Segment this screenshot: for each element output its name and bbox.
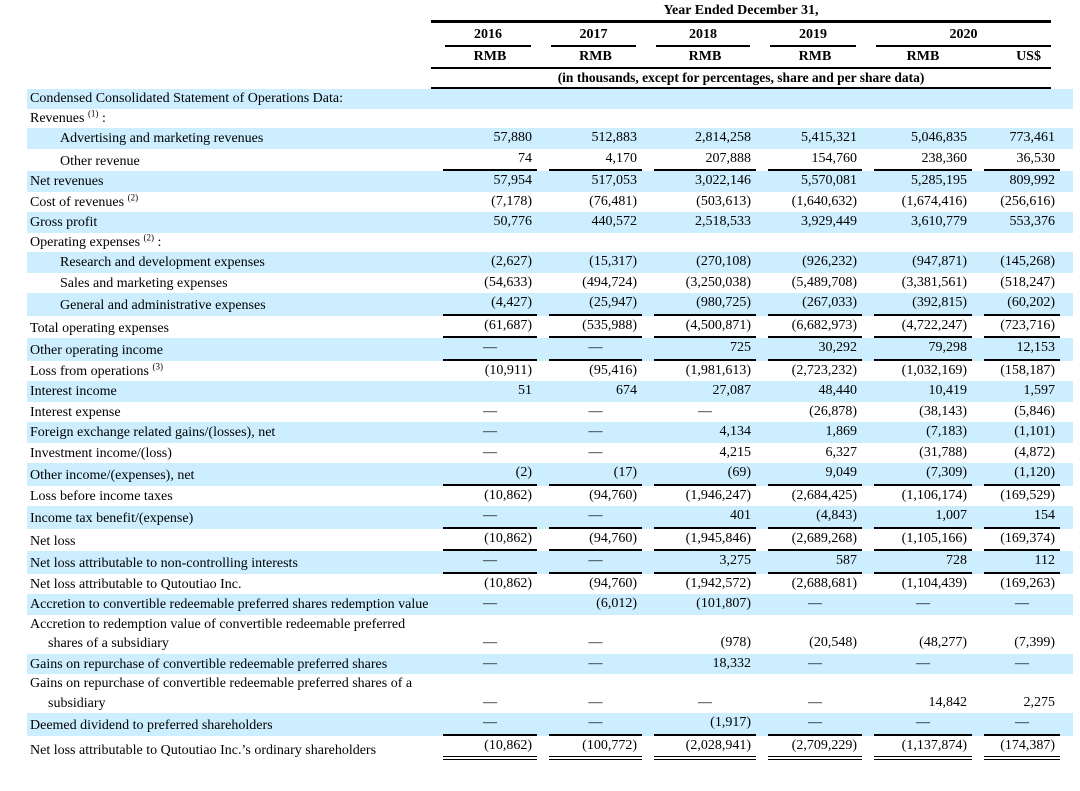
cell-value: — xyxy=(431,506,537,529)
cell-value: (1,945,846) xyxy=(642,529,756,552)
row-label: Research and development expenses xyxy=(27,252,431,273)
cell-value: — xyxy=(537,506,642,529)
cell-value: 3,610,779 xyxy=(862,212,972,233)
row-label: Loss from operations $^{(3)}$ xyxy=(30,360,163,379)
table-row xyxy=(27,338,1073,361)
cell-value: (10,862) xyxy=(431,529,537,552)
cell-value: — xyxy=(483,635,497,650)
cell-value: 57,880 xyxy=(431,128,537,149)
cell-value xyxy=(972,89,1073,109)
cell-value: (169,374) xyxy=(972,529,1073,552)
cell-value: (1,105,166) xyxy=(862,529,972,552)
table-row xyxy=(27,212,1073,233)
table-row xyxy=(27,171,1073,192)
cell-value: — xyxy=(537,551,642,574)
cell-value: (1,942,572) xyxy=(685,575,751,591)
cell-value: — xyxy=(431,654,537,675)
table-row xyxy=(27,149,1073,172)
cell-value: (38,143) xyxy=(919,403,967,419)
cell-value: (3,381,561) xyxy=(901,274,967,290)
cell-value: 36,530 xyxy=(972,149,1073,172)
table-row xyxy=(27,654,1073,675)
cell-value: (256,616) xyxy=(1000,193,1056,209)
row-label: Foreign exchange related gains/(losses), net xyxy=(27,422,431,443)
cell-value xyxy=(972,233,1073,253)
cell-value: — xyxy=(431,594,537,615)
cell-value: 440,572 xyxy=(537,212,642,233)
cell-value: (518,247) xyxy=(1000,274,1056,290)
header-currency-row xyxy=(27,47,1073,67)
cell-value: 6,327 xyxy=(825,444,857,460)
cell-value: — xyxy=(972,713,1073,736)
row-label: Deemed dividend to preferred shareholders xyxy=(27,713,431,736)
table-row xyxy=(27,674,1073,713)
cell-value: (1,120) xyxy=(972,463,1073,486)
cell-value xyxy=(537,89,642,109)
cell-value: (2,688,681) xyxy=(791,575,857,591)
cell-value: — xyxy=(588,694,603,710)
row-label: Gains on repurchase of convertible redeemable preferred shares of a subsidiary xyxy=(30,676,413,711)
cell-value: 587 xyxy=(756,551,862,574)
cell-value: (100,772) xyxy=(537,736,642,761)
table-row xyxy=(27,128,1073,149)
cell-value xyxy=(431,233,537,253)
cell-value: 112 xyxy=(972,551,1073,574)
cell-value xyxy=(642,89,756,109)
cell-value: (94,760) xyxy=(537,529,642,552)
table-row xyxy=(27,736,1073,761)
cell-value: 1,597 xyxy=(972,381,1073,402)
cell-value: 2,275 xyxy=(1023,694,1056,710)
table-row xyxy=(27,109,1073,129)
header-note-row xyxy=(27,67,1073,89)
cell-value: (145,268) xyxy=(972,252,1073,273)
cell-value: (31,788) xyxy=(919,444,967,460)
table-row xyxy=(27,551,1073,574)
cell-value: 773,461 xyxy=(972,128,1073,149)
cell-value: — xyxy=(698,403,712,419)
cell-value: (17) xyxy=(537,463,642,486)
table-row xyxy=(27,89,1073,109)
cell-value: — xyxy=(588,403,603,419)
cell-value xyxy=(972,109,1073,129)
cell-value: — xyxy=(431,713,537,736)
row-label: General and administrative expenses xyxy=(27,293,431,316)
cell-value: (2,627) xyxy=(431,252,537,273)
cell-value xyxy=(431,109,537,129)
cell-value: (4,872) xyxy=(1014,444,1056,460)
cell-value: 5,046,835 xyxy=(862,128,972,149)
table-row xyxy=(27,615,1073,654)
col-header-2016: 2016 xyxy=(445,25,531,47)
cell-value: 154,760 xyxy=(756,149,862,172)
cell-value: (2) xyxy=(431,463,537,486)
cell-value: (25,947) xyxy=(537,293,642,316)
cell-value: 48,440 xyxy=(756,381,862,402)
cell-value: (26,878) xyxy=(809,403,857,419)
row-label: Revenues $^{(1)}$ : xyxy=(30,107,106,126)
row-label: Gains on repurchase of convertible redeemable preferred shares xyxy=(27,654,431,675)
cell-value: (4,427) xyxy=(431,293,537,316)
cell-value: 27,087 xyxy=(642,381,756,402)
table-row xyxy=(27,486,1073,507)
cell-value: (1,106,174) xyxy=(901,487,967,503)
cell-value: (54,633) xyxy=(484,274,532,290)
cell-value: — xyxy=(698,694,712,710)
table-row xyxy=(27,192,1073,213)
cell-value: (1,101) xyxy=(972,422,1073,443)
cell-value: — xyxy=(756,713,862,736)
cell-value: 3,022,146 xyxy=(642,171,756,192)
cell-value: 1,007 xyxy=(862,506,972,529)
cell-value: 9,049 xyxy=(756,463,862,486)
cell-value: 3,275 xyxy=(642,551,756,574)
row-label: Interest income xyxy=(27,381,431,402)
cell-value: (10,862) xyxy=(484,575,532,591)
cell-value: 5,570,081 xyxy=(756,171,862,192)
cell-value: (2,684,425) xyxy=(791,487,857,503)
cell-value: 74 xyxy=(431,149,537,172)
col-header-2017: 2017 xyxy=(551,25,636,47)
cell-value: 5,415,321 xyxy=(756,128,862,149)
cell-value: (1,104,439) xyxy=(901,575,967,591)
row-label: Interest expense xyxy=(30,404,121,420)
row-label: Investment income/(loss) xyxy=(30,445,172,461)
table-row xyxy=(27,506,1073,529)
row-label: Net loss attributable to Qutoutiao Inc.’s ordinary shareholders xyxy=(30,742,377,758)
row-label: Condensed Consolidated Statement of Operations Data: xyxy=(27,89,431,109)
row-label: Net loss attributable to non-controlling interests xyxy=(27,551,431,574)
cell-value: — xyxy=(808,694,822,710)
cell-value: (6,682,973) xyxy=(756,316,862,339)
currency-header-rmb-2019: RMB xyxy=(798,49,832,64)
cell-value: 553,376 xyxy=(972,212,1073,233)
financial-table xyxy=(27,2,1073,760)
row-label: Net revenues xyxy=(27,171,431,192)
col-header-2020: 2020 xyxy=(876,25,1051,47)
cell-value xyxy=(537,109,642,129)
table-row xyxy=(27,463,1073,486)
cell-value: — xyxy=(483,403,497,419)
cell-value: (1,981,613) xyxy=(685,362,751,378)
cell-value: (10,862) xyxy=(484,487,532,503)
table-row xyxy=(27,381,1073,402)
cell-value: (7,178) xyxy=(491,193,532,209)
cell-value: 512,883 xyxy=(537,128,642,149)
cell-value: (15,317) xyxy=(537,252,642,273)
currency-header-usd-2020: US$ xyxy=(1016,49,1041,64)
row-label: Accretion to redemption value of convertible redeemable preferred shares of a subsidiary xyxy=(30,616,406,651)
table-row xyxy=(27,594,1073,615)
table-row xyxy=(27,574,1073,595)
cell-value: 401 xyxy=(642,506,756,529)
cell-value: (723,716) xyxy=(972,316,1073,339)
col-header-2019: 2019 xyxy=(770,25,856,47)
row-label: Cost of revenues $^{(2)}$ xyxy=(30,191,139,210)
cell-value: (7,309) xyxy=(862,463,972,486)
cell-value: (4,843) xyxy=(756,506,862,529)
units-note: (in thousands, except for percentages, share and per share data) xyxy=(431,67,1051,89)
cell-value: 725 xyxy=(642,338,756,361)
header-years-row xyxy=(27,23,1073,47)
cell-value xyxy=(756,109,862,129)
row-label: Accretion to convertible redeemable preferred shares redemption value xyxy=(27,594,431,615)
cell-value: (535,988) xyxy=(537,316,642,339)
cell-value: — xyxy=(588,444,603,460)
cell-value: (6,012) xyxy=(537,594,642,615)
table-row xyxy=(27,713,1073,736)
cell-value: 14,842 xyxy=(928,694,967,710)
cell-value: (2,709,229) xyxy=(756,736,862,761)
cell-value: (174,387) xyxy=(972,736,1073,761)
cell-value xyxy=(642,233,756,253)
cell-value: — xyxy=(862,594,972,615)
table-row xyxy=(27,233,1073,253)
table-row xyxy=(27,443,1073,464)
cell-value: 154 xyxy=(972,506,1073,529)
cell-value: (5,846) xyxy=(1014,403,1056,419)
label-column-header xyxy=(27,2,431,23)
row-label: Other income/(expenses), net xyxy=(27,463,431,486)
currency-header-rmb-2016: RMB xyxy=(473,49,507,64)
table-row xyxy=(27,273,1073,294)
table-row xyxy=(27,252,1073,273)
table-row xyxy=(27,529,1073,552)
cell-value: (980,725) xyxy=(642,293,756,316)
row-label: Income tax benefit/(expense) xyxy=(27,506,431,529)
cell-value: 207,888 xyxy=(642,149,756,172)
period-header: Year Ended December 31, xyxy=(431,2,1051,23)
cell-value: 809,992 xyxy=(972,171,1073,192)
cell-value: (3,250,038) xyxy=(685,274,751,290)
table-body xyxy=(27,89,1073,760)
cell-value: (2,689,268) xyxy=(756,529,862,552)
row-label: Advertising and marketing revenues xyxy=(27,128,431,149)
cell-value: (7,399) xyxy=(1014,635,1056,650)
cell-value xyxy=(537,233,642,253)
cell-value: (1,640,632) xyxy=(791,193,857,209)
row-label: Sales and marketing expenses xyxy=(60,275,228,291)
cell-value xyxy=(756,89,862,109)
currency-header-rmb-2018: RMB xyxy=(688,49,722,64)
cell-value: (169,529) xyxy=(1000,487,1056,503)
cell-value: 1,869 xyxy=(756,422,862,443)
cell-value: (503,613) xyxy=(696,193,751,209)
cell-value: 4,134 xyxy=(642,422,756,443)
cell-value: (61,687) xyxy=(431,316,537,339)
currency-header-rmb-2020: RMB xyxy=(906,49,940,64)
cell-value: (94,760) xyxy=(589,487,637,503)
cell-value xyxy=(862,109,972,129)
row-label: Loss before income taxes xyxy=(30,488,173,504)
table-row xyxy=(27,402,1073,423)
cell-value: (494,724) xyxy=(582,274,637,290)
currency-header-rmb-2017: RMB xyxy=(579,49,612,64)
cell-value: — xyxy=(431,551,537,574)
cell-value: 238,360 xyxy=(862,149,972,172)
row-label: Total operating expenses xyxy=(30,320,169,336)
cell-value: — xyxy=(483,694,497,710)
cell-value: (1,946,247) xyxy=(685,487,751,503)
cell-value: 79,298 xyxy=(862,338,972,361)
cell-value: 5,285,195 xyxy=(862,171,972,192)
cell-value xyxy=(431,89,537,109)
cell-value: (101,807) xyxy=(642,594,756,615)
cell-value: 728 xyxy=(862,551,972,574)
table-row xyxy=(27,361,1073,382)
cell-value: (2,723,232) xyxy=(791,362,857,378)
table-row xyxy=(27,293,1073,316)
cell-value: — xyxy=(483,444,497,460)
col-header-2018: 2018 xyxy=(656,25,750,47)
cell-value: — xyxy=(862,654,972,675)
cell-value: (4,500,871) xyxy=(642,316,756,339)
cell-value: (1,137,874) xyxy=(862,736,972,761)
cell-value: (95,416) xyxy=(589,362,637,378)
cell-value: 674 xyxy=(537,381,642,402)
cell-value: — xyxy=(431,338,537,361)
cell-value: (926,232) xyxy=(756,252,862,273)
table-row xyxy=(27,316,1073,339)
cell-value: 50,776 xyxy=(431,212,537,233)
cell-value: (10,862) xyxy=(431,736,537,761)
cell-value xyxy=(756,233,862,253)
cell-value xyxy=(862,89,972,109)
row-label: Other operating income xyxy=(27,338,431,361)
cell-value: (169,263) xyxy=(1000,575,1056,591)
cell-value: (1,032,169) xyxy=(901,362,967,378)
cell-value: 4,170 xyxy=(537,149,642,172)
cell-value: — xyxy=(537,422,642,443)
cell-value: — xyxy=(537,338,642,361)
cell-value: 30,292 xyxy=(756,338,862,361)
cell-value: 51 xyxy=(431,381,537,402)
cell-value xyxy=(862,233,972,253)
cell-value: 3,929,449 xyxy=(756,212,862,233)
cell-value: — xyxy=(756,654,862,675)
cell-value: (10,911) xyxy=(484,362,532,378)
cell-value: 12,153 xyxy=(972,338,1073,361)
cell-value: — xyxy=(756,594,862,615)
cell-value: — xyxy=(537,654,642,675)
cell-value: 2,814,258 xyxy=(642,128,756,149)
cell-value: — xyxy=(537,713,642,736)
cell-value: 4,215 xyxy=(719,444,751,460)
cell-value: (5,489,708) xyxy=(791,274,857,290)
cell-value xyxy=(642,109,756,129)
cell-value: 57,954 xyxy=(431,171,537,192)
row-label: Operating expenses $^{(2)}$ : xyxy=(30,231,162,250)
cell-value: (7,183) xyxy=(862,422,972,443)
cell-value: (20,548) xyxy=(809,635,857,650)
cell-value: 18,332 xyxy=(642,654,756,675)
cell-value: — xyxy=(431,422,537,443)
cell-value: (270,108) xyxy=(642,252,756,273)
row-label: Gross profit xyxy=(27,212,431,233)
cell-value: (48,277) xyxy=(919,635,967,650)
cell-value: 2,518,533 xyxy=(642,212,756,233)
cell-value: (947,871) xyxy=(862,252,972,273)
cell-value: (1,674,416) xyxy=(901,193,967,209)
cell-value: 517,053 xyxy=(537,171,642,192)
cell-value: (94,760) xyxy=(589,575,637,591)
table-row xyxy=(27,422,1073,443)
cell-value: — xyxy=(862,713,972,736)
cell-value: (2,028,941) xyxy=(642,736,756,761)
cell-value: (978) xyxy=(720,635,751,650)
cell-value: (60,202) xyxy=(972,293,1073,316)
header-period-row xyxy=(27,2,1073,23)
cell-value: — xyxy=(972,654,1073,675)
cell-value: (1,917) xyxy=(642,713,756,736)
cell-value: (267,033) xyxy=(756,293,862,316)
cell-value: (392,815) xyxy=(862,293,972,316)
cell-value: (4,722,247) xyxy=(862,316,972,339)
cell-value: — xyxy=(972,594,1073,615)
cell-value: (158,187) xyxy=(1000,362,1056,378)
row-label: Net loss xyxy=(30,533,76,549)
row-label: Net loss attributable to Qutoutiao Inc. xyxy=(30,576,242,592)
cell-value: (69) xyxy=(642,463,756,486)
row-label: Other revenue xyxy=(60,153,140,169)
cell-value: — xyxy=(588,635,603,650)
cell-value: (76,481) xyxy=(589,193,637,209)
cell-value: 10,419 xyxy=(862,381,972,402)
